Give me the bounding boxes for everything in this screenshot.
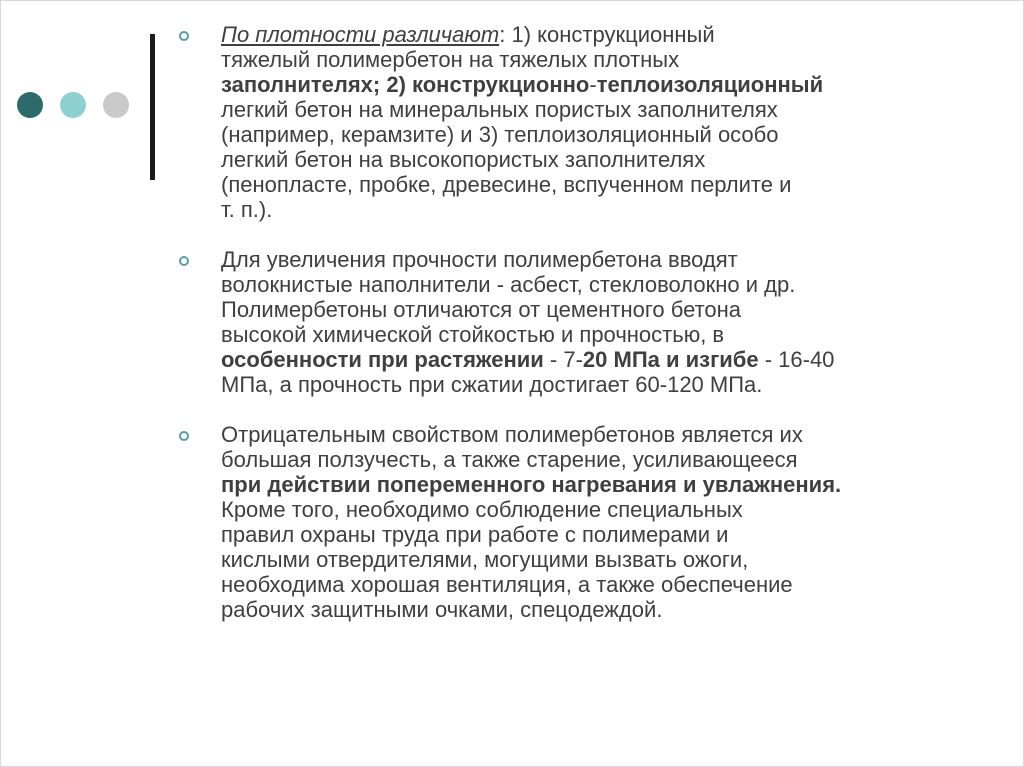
text-line: [221, 447, 969, 472]
text-segment: Для увеличения прочности полимербетона вводят: [221, 247, 738, 272]
text-segment: особенности при растяжении: [221, 347, 544, 372]
text-line: [221, 422, 969, 447]
text-line: [221, 22, 969, 47]
bullet-circle-icon: [179, 256, 189, 266]
text-segment: необходима хорошая вентиляция, а также обеспечение: [221, 572, 793, 597]
text-line: [221, 497, 969, 522]
decorative-dot-gray-icon: [103, 92, 129, 118]
text-line: [221, 172, 969, 197]
text-segment: рабочих защитными очками, спецодеждой.: [221, 597, 663, 622]
bullet-circle-icon: [179, 31, 189, 41]
text-segment: (пенопласте, пробке, древесине, вспученном перлите и: [221, 172, 792, 197]
text-segment: Полимербетоны отличаются от цементного бетона: [221, 297, 742, 322]
text-segment: при действии попеременного нагревания и увлажнения.: [221, 472, 842, 497]
text-segment: (например, керамзите) и 3) теплоизоляционный особо: [221, 122, 779, 147]
list-item: [179, 422, 969, 622]
text-segment: заполнителях; 2) конструкционно: [221, 72, 590, 97]
text-line: [221, 572, 969, 597]
text-line: [221, 272, 969, 297]
decorative-dot-light-icon: [60, 92, 86, 118]
text-segment: т. п.).: [221, 197, 273, 222]
text-segment: волокнистые наполнители - асбест, стекловолокно и др.: [221, 272, 796, 297]
text-line: [221, 47, 969, 72]
text-line: [221, 547, 969, 572]
text-line: [221, 347, 969, 372]
text-line: [221, 97, 969, 122]
text-line: [221, 472, 969, 497]
text-line: [221, 247, 969, 272]
text-segment: Кроме того, необходимо соблюдение специальных: [221, 497, 743, 522]
text-line: [221, 122, 969, 147]
text-segment: тяжелый полимербетон на тяжелых плотных: [221, 47, 680, 72]
text-segment: - 16-40: [758, 347, 835, 372]
list-item: [179, 22, 969, 222]
text-segment: По плотности различают: [221, 22, 500, 47]
text-segment: МПа, а прочность при сжатии достигает 60-120 МПа.: [221, 372, 763, 397]
decorative-dot-dark-icon: [17, 92, 43, 118]
text-line: [221, 372, 969, 397]
text-line: [221, 597, 969, 622]
list-item: [179, 247, 969, 397]
text-segment: большая ползучесть, а также старение, усиливающееся: [221, 447, 798, 472]
text-segment: легкий бетон на минеральных пористых заполнителях: [221, 97, 778, 122]
text-segment: : 1) конструкционный: [499, 22, 715, 47]
text-segment: легкий бетон на высокопористых заполнителях: [221, 147, 706, 172]
text-segment: высокой химической стойкостью и прочностью, в: [221, 322, 725, 347]
bullet-circle-icon: [179, 431, 189, 441]
text-line: [221, 297, 969, 322]
text-segment: правил охраны труда при работе с полимерами и: [221, 522, 729, 547]
vertical-accent-bar: [150, 34, 155, 180]
text-line: [221, 522, 969, 547]
text-segment: 20 МПа и изгибе: [582, 347, 759, 372]
text-line: [221, 147, 969, 172]
text-segment: Отрицательным свойством полимербетонов является их: [221, 422, 803, 447]
text-line: [221, 72, 969, 97]
text-segment: -: [589, 72, 597, 97]
text-line: [221, 322, 969, 347]
text-line: [221, 197, 969, 222]
text-segment: - 7-: [543, 347, 583, 372]
text-segment: кислыми отвердителями, могущими вызвать ожоги,: [221, 547, 749, 572]
text-segment: теплоизоляционный: [596, 72, 824, 97]
bullet-list: [179, 22, 969, 622]
